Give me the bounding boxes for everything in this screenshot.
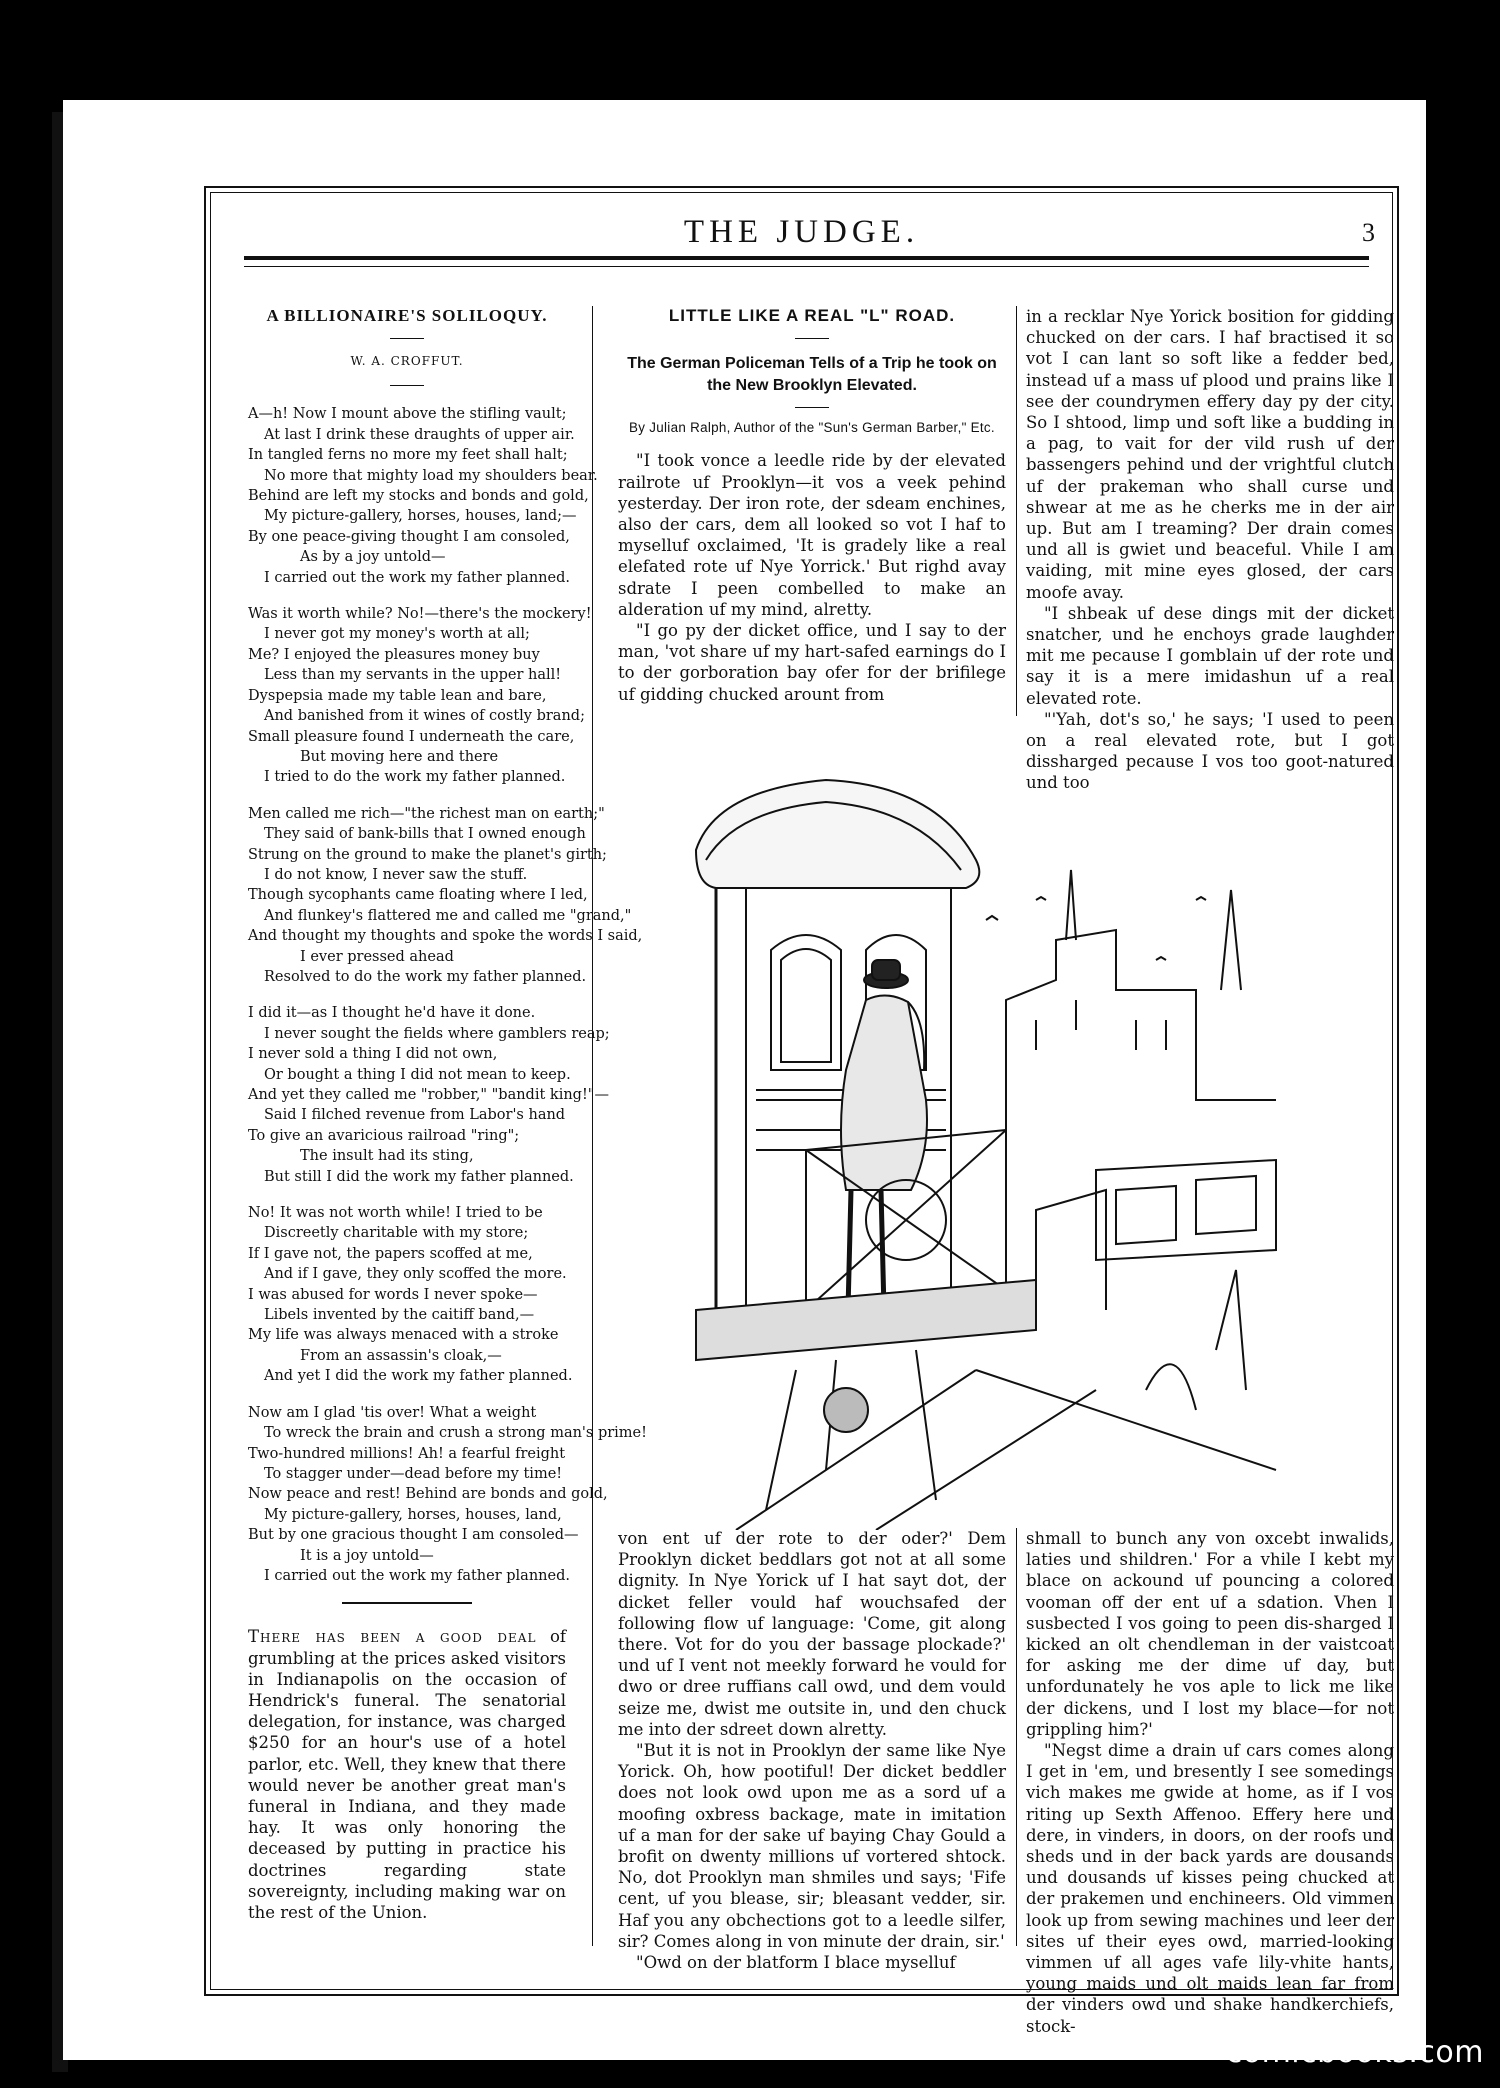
poem-line: Discreetly charitable with my store; — [264, 1225, 529, 1242]
article-title: LITTLE LIKE A REAL "L" ROAD. — [668, 306, 956, 325]
column-poem — [248, 306, 647, 1923]
poem-line: Now peace and rest! Behind are bonds and gold, — [248, 1486, 608, 1503]
poem-stanza — [248, 1403, 647, 1587]
article-subheading: The German Policeman Tells of a Trip he took on the New Brooklyn Elevated. — [627, 355, 997, 395]
poem-line: Or bought a thing I did not mean to keep. — [264, 1066, 571, 1083]
poem-line: Though sycophants came floating where I led, — [248, 887, 588, 904]
poem-line: I carried out the work my father planned. — [264, 1567, 570, 1584]
poem-line: I never sold a thing I did not own, — [248, 1046, 498, 1063]
poem-line: If I gave not, the papers scoffed at me, — [248, 1245, 533, 1262]
poem-line: To wreck the brain and crush a strong man's prime! — [264, 1425, 647, 1442]
poem-line: I never got my money's worth at all; — [264, 626, 530, 643]
poem-line: As by a joy untold— — [300, 549, 446, 566]
poem-stanza — [248, 604, 592, 788]
article-byline: By Julian Ralph, Author of the "Sun's German Barber," Etc. — [629, 420, 995, 436]
article-column-2 — [1026, 306, 1394, 794]
page-frame — [204, 186, 1399, 2036]
article-text: "I took vonce a leedle ride by der elevated railrote uf Prooklyn—it vos a veek pehind yesterday. Der iron rote, der sdeam enchines, also der cars, dem all looked so vot I haf to myselluf oxclaimed, 'It is gradely like a real elefated rote uf Nye Yorrick.' But righd avay sdrate I peen combelled to make an alderation uf my mind, alretty. "I go py der dicket office, und I say to der man, 'vot share uf my hart-safed earnings do I to der gorboration bay ofer for der brifilege uf gidding chucked arount from — [618, 451, 1006, 704]
poem-line: Less than my servants in the upper hall! — [264, 667, 562, 684]
poem-line: No more that mighty load my shoulders bear. — [264, 467, 598, 484]
poem-line: And thought my thoughts and spoke the words I said, — [248, 928, 643, 945]
poem-line: My picture-gallery, horses, houses, land, — [264, 1506, 562, 1523]
magazine-page — [63, 100, 1426, 2060]
poem-stanza — [248, 1203, 573, 1387]
poem-line: Libels invented by the caitiff band,— — [264, 1307, 535, 1324]
poem-line: It is a joy untold— — [300, 1547, 434, 1564]
poem-line: To give an avaricious railroad "ring"; — [248, 1127, 520, 1144]
poem-line: My life was always menaced with a stroke — [248, 1327, 559, 1344]
article-text: shmall to bunch any von oxcebt inwalids, laties und shildren.' For a vhile I kebt my blace on ackound uf pouncing a colored vooman off der ent uf a sdation. Vhen I susbected I vos going to peen dis-sharged I kicked an olt chendleman in der vaistcoat for asking me der dime uf day, but unfordunately he vos aple to lick me like der dickens, und I lost my blace—for not grippling him?' "Negst dime a drain uf cars comes along I get in 'em, und bresently I see somedings vich makes me gwide at home, as if I vos riting up Sexth Affenoo. Effery here und dere, in vinders, in doors, on der roofs und sheds und in der back yards are dousands und dousands uf kisses peing chucked at der prakemen und enchineers. Old vimmen look up from sewing machines und leer der sites uf their eyes owd, married-looking vimmen uf all ages vafe lily-vhite hants, young maids und olt maids lean far from der vinders owd und shake handkerchiefs, stock- — [1026, 1529, 1394, 2036]
poem-line: A—h! Now I mount above the stifling vault; — [248, 406, 567, 423]
poem-line: In tangled ferns no more my feet shall halt; — [248, 447, 568, 464]
poem-line: Behind are left my stocks and bonds and gold, — [248, 488, 589, 505]
poem-line: I was abused for words I never spoke— — [248, 1286, 538, 1303]
poem-line: From an assassin's cloak,— — [300, 1347, 502, 1364]
poem-line: But by one gracious thought I am consoled— — [248, 1527, 579, 1544]
poem-line: And banished from it wines of costly brand; — [264, 708, 585, 725]
poem-line: And if I gave, they only scoffed the more. — [264, 1266, 567, 1283]
poem-line: No! It was not worth while! I tried to be — [248, 1205, 543, 1222]
poem-line: The insult had its sting, — [300, 1148, 474, 1165]
article-column-1-cont — [618, 1528, 1006, 1973]
illustration — [676, 770, 1286, 1530]
poem-line: Was it worth while? No!—there's the mockery! — [248, 606, 592, 623]
poem-line: And yet they called me "robber," "bandit king!"— — [248, 1087, 609, 1103]
poem-line: Said I filched revenue from Labor's hand — [264, 1107, 566, 1124]
poem-line: I ever pressed ahead — [300, 948, 454, 965]
poem-line: Strung on the ground to make the planet's girth; — [248, 846, 607, 863]
poem-line: By one peace-giving thought I am consoled, — [248, 528, 570, 545]
poem-line: And flunkey's flattered me and called me "grand," — [264, 907, 632, 924]
poem-line: I tried to do the work my father planned. — [264, 769, 566, 786]
article-column-2-cont — [1026, 1528, 1394, 2037]
poem-line: But still I did the work my father planned. — [264, 1168, 574, 1185]
column-rule — [1016, 306, 1017, 716]
poem-stanza — [248, 1003, 610, 1187]
column-rule — [592, 306, 593, 1946]
poem-author: W. A. CROFFUT. — [350, 354, 464, 369]
news-item: There has been a good deal of grumbling at the prices asked visitors in Indianapolis on the occasion of Hendrick's funeral. The senatorial delegation, for instance, was charged $250 for an hour's use of a hotel parlor, etc. Well, they knew that there would never be another great man's funeral in Indiana, and they made hay. It was only honoring the deceased by putting in practice his doctrines regarding state sovereignty, including making war on the rest of the Union. — [248, 1627, 566, 1922]
poem-line: And yet I did the work my father planned. — [264, 1368, 573, 1385]
page-number: 3 — [1362, 218, 1375, 247]
poem-line: Now am I glad 'tis over! What a weight — [248, 1404, 537, 1421]
masthead-title: THE JUDGE. — [683, 214, 920, 250]
poem-stanza — [248, 804, 643, 988]
article-text: in a recklar Nye Yorick bosition for gidding chucked on der cars. I haf bractised it so vot I can lant so soft like a fedder bed, instead uf a mass uf plood und prains like I see der coundrymen effery day py der city. So I shtood, limp und soft like a budding in a pag, to vait for der vild rush uf der bassengers pehind und der vrightful clutch uf der prakeman who shall curse und shwear at me as he cherks me in der air up. But am I treaming? Der drain comes und all is gwiet und beaceful. Vhile I am vaiding, mit mine eyes glosed, der cars moofe avay. "I shbeak uf dese dings mit der dicket snatcher, und he enchoys grade laughder mit me pecause I gomblain uf der rote und say it is a mere imidashun uf a real elevated rote. "'Yah, dot's so,' he says; 'I used to peen on a real elevated rote, but I got dissharged pecause I vos too goot-natured und too — [1026, 307, 1394, 793]
poem-line: I do not know, I never saw the stuff. — [264, 866, 528, 883]
poem-title: A BILLIONAIRE'S SOLILOQUY. — [266, 306, 548, 325]
article-column-1 — [618, 306, 1006, 705]
poem-line: Me? I enjoyed the pleasures money buy — [248, 646, 540, 663]
poem-line: I did it—as I thought he'd have it done. — [248, 1005, 536, 1022]
poem-body — [248, 404, 647, 1586]
poem-stanza — [248, 404, 598, 588]
poem-line: At last I drink these draughts of upper air. — [264, 426, 575, 443]
article-text: von ent uf der rote to der oder?' Dem Prooklyn dicket beddlars got not at all some dignity. In Nye Yorick uf I hat sayt dot, der dicket feller vould haf wouchsafed der following flow uf language: 'Come, git along there. Vot for do you der bassage plockade?' und uf I vent not meekly forward he vould for dwo or dree ruffians call owd, und dem vould seize me, dwist me outsite in, und den chuck me into der sdreet down alretty. "But it is not in Prooklyn der same like Nye Yorick. Oh, how pootiful! Der dicket beddler does not look owd upon me as a sord uf a moofing oxbress backage, mate in imitation uf a man for der sake uf baying Chay Gould a brofit on dwenty millions uf vortered shtock. No, dot Prooklyn man shmiles und says; 'Fife cent, uf you blease, sir; bleasant vedder, sir. Haf you any obchections got to a leedle silfer, sir? Comes along in von minute der drain, sir.' "Owd on der blatform I blace myselluf — [618, 1529, 1006, 1973]
watermark-text: comicbooks.com — [1225, 2035, 1484, 2070]
poem-line: Men called me rich—"the richest man on earth;" — [248, 805, 605, 822]
poem-line: They said of bank-bills that I owned enough — [264, 826, 586, 843]
poem-line: Dyspepsia made my table lean and bare, — [248, 687, 547, 704]
poem-line: I carried out the work my father planned. — [264, 569, 570, 586]
column-rule — [1016, 1528, 1017, 1946]
poem-line: My picture-gallery, horses, houses, land;— — [264, 508, 577, 525]
poem-line: I never sought the fields where gamblers reap; — [264, 1025, 610, 1042]
poem-line: Resolved to do the work my father planned. — [264, 968, 587, 985]
poem-line: Two-hundred millions! Ah! a fearful freight — [248, 1445, 566, 1462]
poem-line: To stagger under—dead before my time! — [264, 1465, 563, 1482]
poem-line: But moving here and there — [300, 748, 499, 765]
poem-line: Small pleasure found I underneath the care, — [248, 728, 575, 745]
